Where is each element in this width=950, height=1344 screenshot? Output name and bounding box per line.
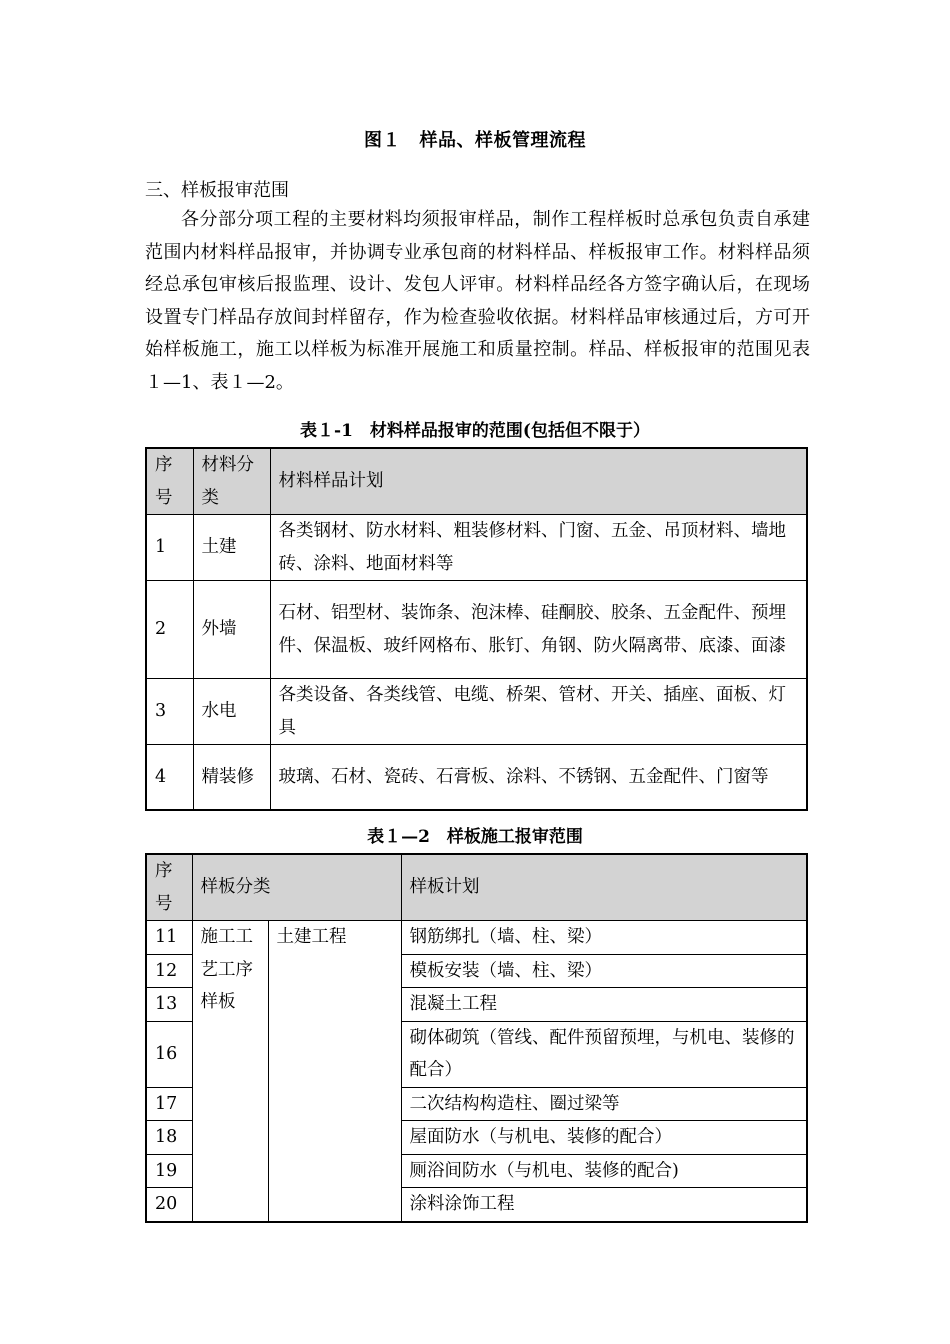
figure-caption: 图１ 样品、样板管理流程 [364,130,586,151]
row-plan: 钢筋绑扎（墙、柱、梁） [401,921,807,955]
table-header-row [146,854,807,921]
row-plan: 二次结构构造柱、圈过梁等 [401,1087,807,1121]
header-cell-category: 材料分类 [193,448,270,515]
row-category: 施工工艺工序样板 [192,921,268,1222]
header-cell-plan: 样板计划 [401,854,807,921]
row-index: 12 [146,954,192,988]
row-index: 19 [146,1154,192,1188]
header-cell-category: 样板分类 [192,854,401,921]
row-plan: 厕浴间防水（与机电、装修的配合) [401,1154,807,1188]
section-paragraph: 各分部分项工程的主要材料均须报审样品，制作工程样板时总承包负责自承建范围内材料样品报审，并协调专业承包商的材料样品、样板报审工作。材料样品须经总承包审核后报监理、设计、发包人评审。材料样品经各方签字确认后，在现场设置专门样品存放间封样留存，作为检查验收依据。材料样品审核通过后，方可开始样板施工，施工以样板为标准开展施工和质量控制。样品、样板报审的范围见表１—1、表１—2。 [145,209,810,393]
table1-caption: 表１-1 材料样品报审的范围(包括但不限于） [300,421,650,441]
section-heading: 三、样板报审范围 [145,180,289,201]
table-row [146,679,807,745]
row-plan: 各类设备、各类线管、电缆、桥架、管材、开关、插座、面板、灯具 [270,679,807,745]
row-index: 3 [146,679,193,745]
row-category: 精装修 [193,745,270,810]
row-index: 20 [146,1188,192,1222]
row-plan: 混凝土工程 [401,988,807,1022]
row-index: 16 [146,1021,192,1087]
row-index: 1 [146,515,193,581]
table-row [146,921,807,955]
row-plan: 玻璃、石材、瓷砖、石膏板、涂料、不锈钢、五金配件、门窗等 [270,745,807,810]
table-header-row [146,448,807,515]
row-subcategory: 土建工程 [268,921,401,1222]
row-index: 18 [146,1121,192,1155]
table-row [146,515,807,581]
sample-construction-table [145,853,808,1223]
table-row [146,581,807,679]
row-plan: 涂料涂饰工程 [401,1188,807,1222]
header-cell-index: 序号 [146,448,193,515]
row-index: 11 [146,921,192,955]
header-cell-plan: 材料样品计划 [270,448,807,515]
row-index: 17 [146,1087,192,1121]
table2-caption: 表１—2 样板施工报审范围 [367,827,583,847]
header-cell-index: 序号 [146,854,192,921]
row-plan: 模板安装（墙、柱、梁） [401,954,807,988]
row-plan: 屋面防水（与机电、装修的配合） [401,1121,807,1155]
row-plan: 各类钢材、防水材料、粗装修材料、门窗、五金、吊顶材料、墙地砖、涂料、地面材料等 [270,515,807,581]
table-row [146,745,807,810]
row-category: 水电 [193,679,270,745]
row-index: 13 [146,988,192,1022]
row-category: 外墙 [193,581,270,679]
material-sample-table [145,447,808,811]
row-category: 土建 [193,515,270,581]
row-index: 2 [146,581,193,679]
row-index: 4 [146,745,193,810]
row-plan: 石材、铝型材、装饰条、泡沫棒、硅酮胶、胶条、五金配件、预埋件、保温板、玻纤网格布、胀钉、角钢、防火隔离带、底漆、面漆 [270,581,807,679]
row-plan: 砌体砌筑（管线、配件预留预埋，与机电、装修的配合） [401,1021,807,1087]
